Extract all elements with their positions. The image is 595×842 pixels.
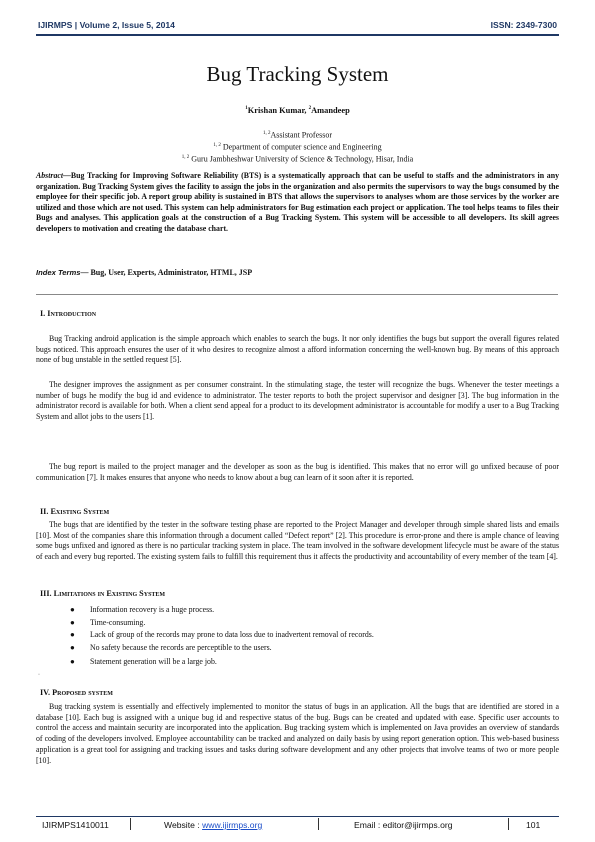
page-number: 101 <box>526 820 541 830</box>
list-item <box>70 642 550 655</box>
footer-divider <box>130 818 131 830</box>
affiliation-text: Assistant Professor <box>270 130 333 140</box>
bullet-icon: ● <box>70 642 75 652</box>
author-2: Amandeep <box>311 106 350 115</box>
paragraph: Bug tracking system is essentially and effectively implemented to monitor the status of bugs in an application. All the bugs that are identified are stored in a database [10]. Each bug is assigned with a unique bug id and respective status of the bug. Bugs can be created and updated with ease. Specific user accounts to control the access and maintain security are incorporated into the application. Bug tracking system which is implemented on Java provides an overview of standards of coding of the developers involved. Employee accountability can be tracked and analyzed on daily basis by using report generation option. This web-based business application is a great tool for assigning and tracking issues and tasks during software development and any other projects that involve teams of two or more people [10]. <box>36 702 559 765</box>
website-label: Website : <box>164 820 203 830</box>
author-2-sup: 2 <box>308 106 312 112</box>
author-line <box>0 106 595 115</box>
abstract-text: —Bug Tracking for Improving Software Reliability (BTS) is a systematically approach that can be useful to staffs and the administrators in any organization. Bug Tracking System gives the facility to assign the jobs in the organization and also permits the supervisors to way the bugs consumed by the employee for their specific job. A report group ability is sustained in BTS that allows the supervisors to analyses whom are those services by the worker are utilized and those which are not used. This system can help administrators for Bug estimation each project or application. The tool helps teams to files their Bugs and analyses. This application goals at the construction of a Bug Tracking System. This system will be accessible to all developers. Its skill agrees developers to motivation and creating the database chart. <box>36 171 559 233</box>
author-1-sup: 1 <box>245 106 248 112</box>
affiliation-line <box>0 140 595 153</box>
bullet-icon: ● <box>70 630 75 640</box>
affiliation-line <box>0 152 595 165</box>
header-rule <box>36 34 559 36</box>
index-terms-label: Index Terms <box>36 268 81 277</box>
paper-title: Bug Tracking System <box>206 62 389 86</box>
abstract <box>36 171 559 235</box>
footer-email: Email : editor@ijirmps.org <box>354 820 453 830</box>
affiliation-sup: 1, 2 <box>262 131 271 136</box>
footer-divider <box>508 818 509 830</box>
affiliation-line <box>0 128 595 141</box>
bullet-icon: ● <box>70 657 75 667</box>
list-item <box>70 656 550 669</box>
affiliation-text: Guru Jambheshwar University of Science & Technology, Hisar, India <box>189 154 414 164</box>
author-1: Krishan Kumar, <box>247 106 307 115</box>
footer-rule <box>36 816 559 817</box>
index-terms <box>36 268 559 277</box>
affiliation-sup: 1, 2 <box>213 143 221 148</box>
website-link[interactable]: www.ijirmps.org <box>202 820 263 830</box>
paragraph: Bug Tracking android application is the simple approach which enables to search the bugs. It nor only identifies the bugs but support the overall figures related bugs noticed. This approach ensures the user of it who desires to recognize almost a afford information concerning the well-known bug. By means of this approach none of bug unstable in the settled request [5]. <box>36 334 559 365</box>
paper-id: IJIRMPS1410011 <box>42 820 109 830</box>
list-item <box>70 617 550 630</box>
footer-website <box>164 820 262 830</box>
paragraph: The bugs that are identified by the tester in the software testing phase are reported to the Project Manager and developer through simple shared lists and emails [10]. Most of the companies share this information through a document called “Defect report” [2]. This procedure is error-prone and there is ample chance of leaving some bugs unfixed and ignored as there is no particular tracking system in place. The team involved in the software development lifecycle must be aware of the status of each and every bug reported. The existing system fails to fulfill this requirement thus it affects the productivity and accountability of every member of the team [4]. <box>36 520 559 562</box>
paragraph: The designer improves the assignment as per consumer constraint. In the stimulating stage, the tester will recognize the bugs. Whenever the tester meetings a number of bugs he modify the bug id and evidence to administrator. The tester reports to both the project supervisor and designer [3]. The bug information in the administrator record is available for both. When a client send appeal for a product to its development administrator is accountable for modify a user to a Bug Tracking System and allot jobs to the users [1]. <box>36 380 559 422</box>
issn: ISSN: 2349-7300 <box>490 20 557 30</box>
affiliation-sup: 1, 2 <box>181 155 190 160</box>
affiliation-text: Department of computer science and Engineering <box>220 142 382 152</box>
list-item-text: No safety because the records are perceptible to the users. <box>90 642 272 652</box>
section-divider <box>36 294 558 295</box>
bullet-icon: ● <box>70 605 75 614</box>
section-heading-existing-system: II. Existing System <box>40 507 110 516</box>
bullet-icon: ● <box>70 617 75 627</box>
footer-divider <box>318 818 319 830</box>
list-item-text: Time-consuming. <box>90 617 146 627</box>
list-item <box>70 604 550 617</box>
running-header <box>38 20 557 34</box>
list-item-text: Information recovery is a huge process. <box>90 605 215 614</box>
abstract-label: Abstract <box>36 171 64 180</box>
section-heading-limitations: III. Limitations in Existing System <box>40 589 166 598</box>
section-heading-introduction: I. Introduction <box>40 309 97 318</box>
list-item-text: Statement generation will be a large job. <box>90 657 217 667</box>
list-item <box>70 629 550 642</box>
limitations-list <box>70 604 550 669</box>
section-heading-proposed-system: IV. Proposed system <box>40 688 113 697</box>
page-footer <box>36 816 559 832</box>
paragraph: The bug report is mailed to the project manager and the developer as soon as the bug is identified. This makes that no error will go unfixed because of poor communication [7]. It makes ensures that anyone who needs to know about a bug can learn of it soon after it is reported. <box>36 462 559 482</box>
stray-mark: · <box>38 672 40 678</box>
index-terms-text: — Bug, User, Experts, Administrator, HTML, JSP <box>80 268 253 277</box>
list-item-text: Lack of group of the records may prone to data loss due to inadvertent removal of records. <box>90 630 374 640</box>
journal-info: IJIRMPS | Volume 2, Issue 5, 2014 <box>38 20 175 30</box>
